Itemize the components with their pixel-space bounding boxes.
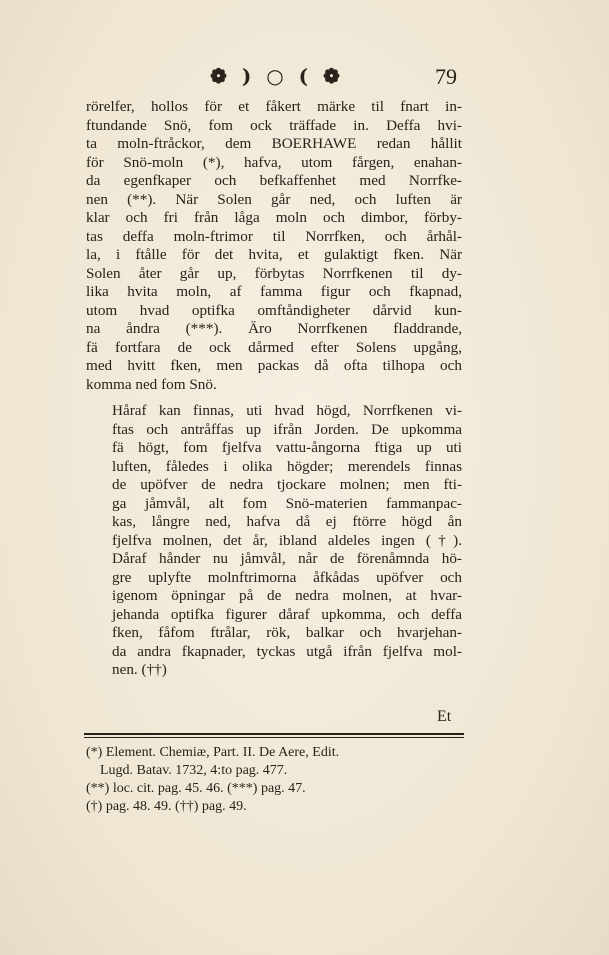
text-line: fken, fåfom ftrålar, rök, balkar och hvarjehan- (112, 624, 462, 641)
text-line: med hvitt fken, men packas då ofta tilhopa och (86, 357, 462, 374)
text-line: luften, fåledes i olika högder; merendels finnas (112, 457, 462, 475)
footnote-line: (†) pag. 48. 49. (††) pag. 49. (86, 799, 247, 814)
text-line: Solen åter går up, förbytas Norrfkenen til dy- (86, 264, 462, 282)
footnote-line: (**) loc. cit. pag. 45. 46. (***) pag. 47. (86, 781, 306, 796)
paragraph-1 (86, 98, 462, 394)
text-line: de upöfver de nedra tjockare molnen; men fti- (112, 476, 462, 493)
text-line: lika hvita moln, af famma figur och fkapnad, (86, 283, 462, 300)
footnote-rule-thin (84, 737, 464, 738)
paragraph-2 (86, 402, 462, 680)
text-line: Dåraf hånder nu jåmvål, når de förenåmnda hö- (112, 550, 462, 567)
text-line: fä fortfara de ock dårmed efter Solens upgång, (86, 338, 462, 356)
text-line: fä högt, fom fjelfva vattu-ångorna ftiga up uti (112, 439, 462, 456)
text-line: nen (**). När Solen går ned, och luften är (86, 190, 462, 208)
text-line: ta moln-ftråckor, dem BOERHAWE redan hållit (86, 135, 462, 152)
text-line: gre uplyfte molnftrimorna åfkådas upöfver och (112, 568, 462, 586)
text-line: nen. (††) (112, 661, 167, 678)
text-line: ga jåmvål, alt fom Snö-materien fammanpac- (112, 494, 462, 512)
text-line: för Snö-moln (*), hafva, utom fårgen, enahan- (86, 153, 462, 171)
footnote-rule (84, 733, 464, 735)
footnotes (86, 744, 466, 816)
body-text (86, 98, 462, 680)
catchword: Et (437, 708, 452, 725)
text-line: utom hvad optifka omftåndigheter dårvid kun- (86, 301, 462, 319)
text-line: igenom öpningar på de nedra molnen, at hvar- (112, 587, 462, 604)
text-line: ftundande Snö, fom ock träffade in. Deffa hvi- (86, 116, 462, 134)
text-line: la, i ftålle för det hvita, et gulaktigt fken. När (86, 246, 462, 263)
text-line: komma ned fom Snö. (86, 375, 217, 393)
text-line: fjelfva molnen, det år, ibland aldeles ingen (†). (112, 531, 462, 549)
footnote-line: Lugd. Batav. 1732, 4:to pag. 477. (100, 763, 288, 778)
text-line: na åndra (***). Äro Norrfkenen fladdrande, (86, 320, 462, 337)
text-line: kas, långre ned, hafva då ej ftörre högd ån (112, 513, 462, 530)
text-line: Håraf kan finnas, uti hvad högd, Norrfkenen vi- (112, 402, 462, 419)
text-line: ftas och antråffas up ifrån Jorden. De upkomma (112, 420, 462, 438)
text-line: da egenfkaper och befkaffenhet med Norrfke- (86, 172, 462, 189)
page-number: 79 (435, 64, 457, 89)
page-header (0, 62, 609, 92)
text-line: da andra fkapnader, tyckas utgå ifrån fjelfva mol- (112, 642, 462, 660)
footnote-line: (*) Element. Chemiæ, Part. II. De Aere, Edit. (86, 745, 340, 760)
text-line: klar och fri från låga moln och dimbor, förby- (86, 209, 462, 226)
text-line: tas deffa moln-ftrimor til Norrfken, och århål- (86, 227, 462, 245)
text-line: jehanda optifka figurer dåraf upkomma, och deffa (112, 605, 462, 623)
header-ornament: ❁ ) ○ ( ❁ (210, 64, 344, 88)
text-line: rörelfer, hollos för et fåkert märke til fnart in- (86, 98, 462, 115)
